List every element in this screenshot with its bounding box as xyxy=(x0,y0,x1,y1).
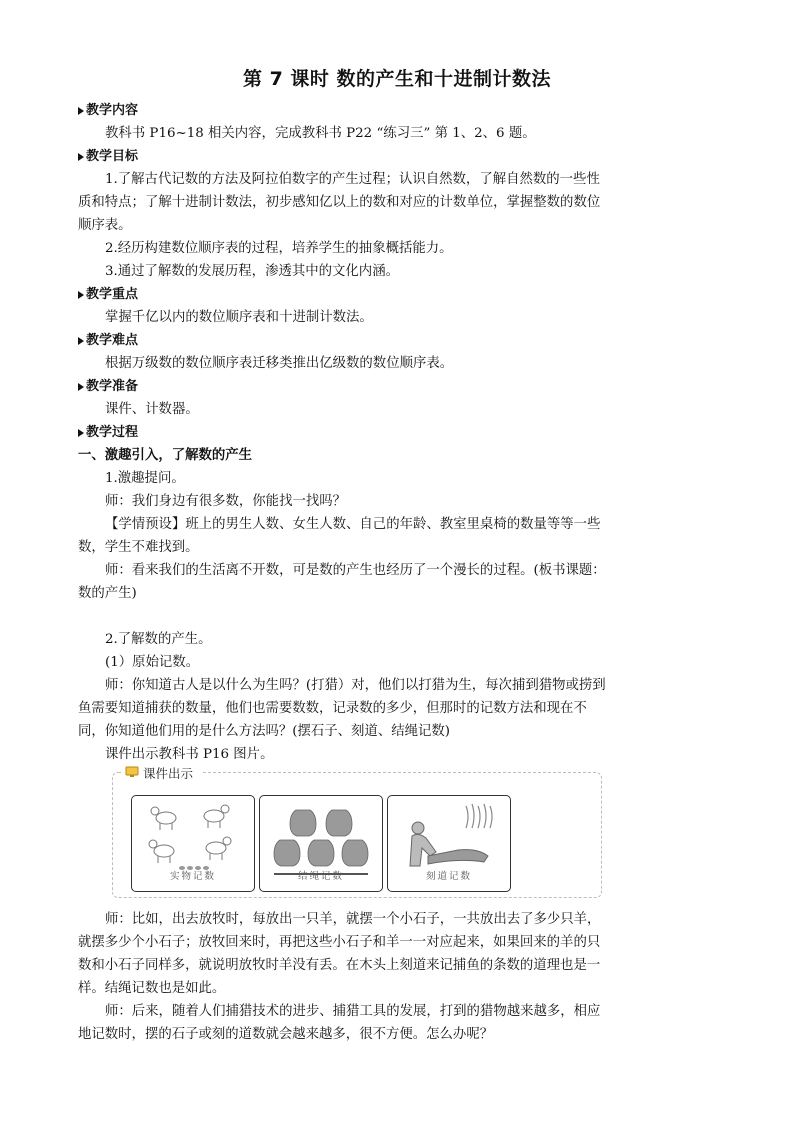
paragraph: 课件、计数器。 xyxy=(105,402,199,417)
paragraph: 3.通过了解数的发展历程，渗透其中的文化内涵。 xyxy=(105,264,399,279)
courseware-tag xyxy=(121,763,201,783)
monitor-icon xyxy=(125,765,139,779)
paragraph: 课件出示教科书 P16 图片。 xyxy=(105,747,274,762)
courseware-box xyxy=(112,765,602,898)
paragraph: 师：后来，随着人们捕猎技术的进步、捕猎工具的发展，打到的猎物越来越多，相应地记数时，摆的石子或刻的道数就会越来越多，很不方便。怎么办呢？ xyxy=(78,1004,601,1042)
courseware-tag-text: 课件出示 xyxy=(143,765,194,781)
section-heading xyxy=(78,145,608,168)
paragraph: (1）原始记数。 xyxy=(105,655,200,670)
paragraph: 1.了解古代记数的方法及阿拉伯数字的产生过程；认识自然数，了解自然数的一些性质和特点；了解十进制计数法，初步感知亿以上的数和对应的计数单位，掌握整数的数位顺序表。 xyxy=(78,172,601,233)
section-heading-text: 教学内容 xyxy=(86,103,139,118)
paragraph: 2.经历构建数位顺序表的过程，培养学生的抽象概括能力。 xyxy=(105,241,453,256)
paragraph: 师：我们身边有很多数，你能找一找吗？ xyxy=(105,494,347,509)
section-heading xyxy=(78,421,608,444)
paragraph: 根据万级数的数位顺序表迁移类推出亿级数的数位顺序表。 xyxy=(105,356,454,371)
part-heading: 一、激趣引入，了解数的产生 xyxy=(78,447,253,463)
paragraph: 教科书 P16~18 相关内容，完成教科书 P22 “练习三” 第 1、2、6 题。 xyxy=(105,126,536,141)
triangle-bullet-icon xyxy=(78,291,84,299)
section-heading-text: 教学重点 xyxy=(86,287,139,302)
section-heading-text: 教学过程 xyxy=(86,425,139,440)
paragraph: 师：你知道古人是以什么为生吗？(打猎）对，他们以打猎为生，每次捕到猎物或捞到鱼需要知道捕获的数量，他们也需要数数，记录数的多少，但那时的记数方法和现在不同，你知道他们用的是什么方法吗？(摆石子、刻道、结绳记数) xyxy=(78,678,606,739)
courseware-panel xyxy=(387,795,511,892)
section-heading xyxy=(78,375,608,398)
lesson-content xyxy=(78,99,608,1046)
page-title: 第 7 课时 数的产生和十进制计数法 xyxy=(242,68,552,90)
courseware-panels xyxy=(131,795,511,892)
section-heading-text: 教学难点 xyxy=(86,333,139,348)
panel-caption: 刻道记数 xyxy=(425,871,472,882)
paragraph: 掌握千亿以内的数位顺序表和十进制计数法。 xyxy=(105,310,373,325)
section-heading-text: 教学目标 xyxy=(86,149,139,164)
section-heading xyxy=(78,99,608,122)
paragraph: 1.激趣提问。 xyxy=(105,471,185,486)
paragraph: 师：看来我们的生活离不开数，可是数的产生也经历了一个漫长的过程。(板书课题：数的产生) xyxy=(78,563,606,601)
panel-caption: 结绳记数 xyxy=(297,871,344,882)
triangle-bullet-icon xyxy=(78,429,84,437)
triangle-bullet-icon xyxy=(78,107,84,115)
courseware-panel xyxy=(259,795,383,892)
blank-line xyxy=(78,605,608,628)
section-heading xyxy=(78,283,608,306)
section-heading xyxy=(78,329,608,352)
paragraph: 师：比如，出去放牧时，每放出一只羊，就摆一个小石子，一共放出去了多少只羊，就摆多少个小石子；放牧回来时，再把这些小石子和羊一一对应起来，如果回来的羊的只数和小石子同样多，就说明放牧时羊没有丢。在木头上刻道来记捕鱼的条数的道理也是一样。结绳记数也是如此。 xyxy=(78,912,601,996)
spacer xyxy=(78,898,608,908)
section-heading-text: 教学准备 xyxy=(86,379,139,394)
triangle-bullet-icon xyxy=(78,153,84,161)
triangle-bullet-icon xyxy=(78,337,84,345)
paragraph: 【学情预设】班上的男生人数、女生人数、自己的年龄、教室里桌椅的数量等等一些数，学生不难找到。 xyxy=(78,517,601,555)
panel-caption: 实物记数 xyxy=(169,871,216,882)
triangle-bullet-icon xyxy=(78,383,84,391)
paragraph: 2.了解数的产生。 xyxy=(105,632,212,647)
courseware-panel xyxy=(131,795,255,892)
